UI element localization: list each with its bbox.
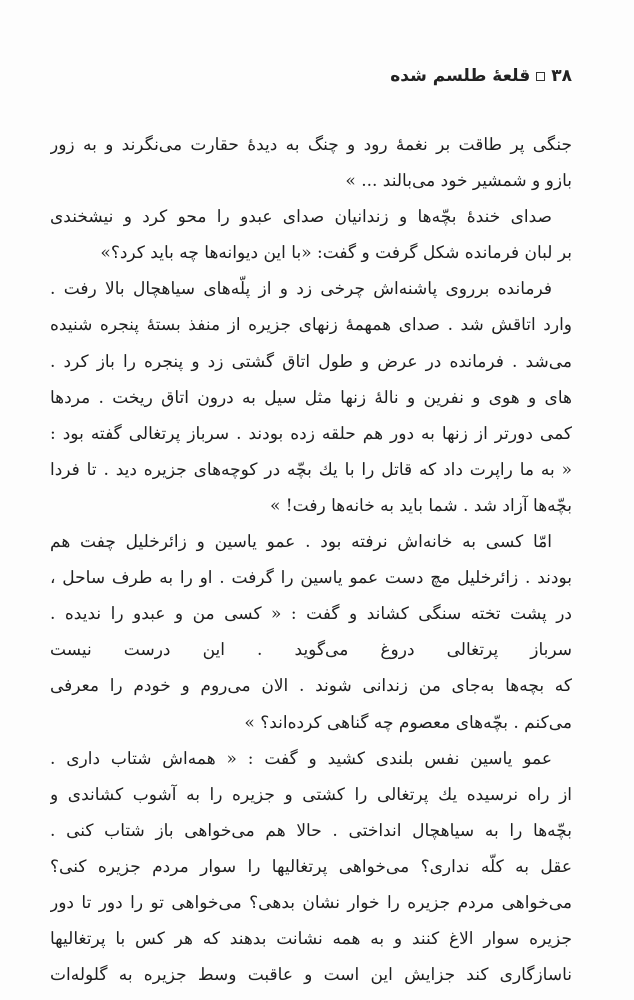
text-line: سرباز پرتغالی دروغ می‌گوید . این درست نیست	[50, 640, 572, 661]
text-line: بچّه‌ها را به سیاهچال انداختی . حالا هم می‌خواهی باز شتاب کنی .	[50, 820, 572, 841]
text-line: بودند . زائرخلیل مچ دست عمو یاسین را گرفت . او را به طرف ساحل ،	[50, 568, 572, 589]
text-line: عمو یاسین نفس بلندی کشید و گفت : « همه‌اش شتاب داری .	[50, 748, 552, 769]
text-line: بازو و شمشیر خود می‌بالند ... »	[345, 171, 572, 192]
text-line: عقل به کلّه نداری؟ می‌خواهی پرتغالیها را سوار مردم جزیره کنی؟	[50, 856, 572, 877]
text-line: می‌خواهی مردم جزیره را خوار نشان بدهی؟ می‌خواهی تو را دور تا دور	[50, 892, 572, 913]
text-line: فرمانده برروی پاشنه‌اش چرخی زد و از پلّه‌های سیاهچال بالا رفت .	[50, 279, 552, 300]
text-line: امّا کسی به خانه‌اش نرفته بود . عمو یاسین و زائرخلیل چفت هم	[50, 532, 552, 553]
header-separator-icon	[536, 72, 545, 81]
text-line: صدای خندهٔ بچّه‌ها و زندانیان صدای عبدو را محو کرد و نیشخندی	[50, 207, 552, 228]
page-header	[390, 66, 572, 86]
text-line: بر لبان فرمانده شکل گرفت و گفت: «با این دیوانه‌ها چه باید کرد؟»	[100, 243, 572, 264]
text-line: از راه نرسیده یك پرتغالی را کشتی و جزیره را به آشوب کشاندی و	[50, 784, 572, 805]
chapter-title: قلعهٔ طلسم شده	[390, 66, 531, 86]
text-line: می‌شد . فرمانده در عرض و طول اتاق گشتی زد و پنجره را باز کرد .	[50, 351, 572, 372]
page-number: ۳۸	[551, 66, 572, 86]
text-line: « به ما راپرت داد که قاتل را با یك بچّه در کوچه‌های جزیره دید . تا فردا	[50, 459, 572, 480]
text-line: کمی دورتر از زنها به دور هم حلقه زده بودند . سرباز پرتغالی گفته بود :	[50, 423, 572, 444]
text-line: که بچه‌ها به‌جای من زندانی شوند . الان می‌روم و خودم را معرفی	[50, 676, 572, 697]
text-line: بچّه‌ها آزاد شد . شما باید به خانه‌ها رفت! »	[270, 495, 572, 516]
page-body	[50, 127, 572, 993]
text-line: جنگی پر طاقت بر نغمهٔ رود و چنگ به دیدهٔ حقارت می‌نگرند و به زور	[50, 135, 572, 155]
text-line: در پشت تخته سنگی کشاند و گفت : « کسی من و عبدو را ندیده .	[50, 604, 572, 625]
text-line: جزیره سوار الاغ کنند و به همه نشانت بدهند که هر کس با پرتغالیها	[50, 929, 572, 950]
text-line: های و هوی و نفرین و نالهٔ زنها مثل سیل به درون اتاق ریخت . مردها	[50, 387, 572, 408]
text-line: می‌کنم . بچّه‌های معصوم چه گناهی کرده‌اند؟ »	[244, 712, 572, 733]
text-line: وارد اتاقش شد . صدای همهمهٔ زنهای جزیره از منفذ بستهٔ پنجره شنیده	[50, 315, 572, 336]
text-line: ناسازگاری کند جزایش این است و عاقبت وسط جزیره به گلوله‌ات	[50, 965, 572, 986]
